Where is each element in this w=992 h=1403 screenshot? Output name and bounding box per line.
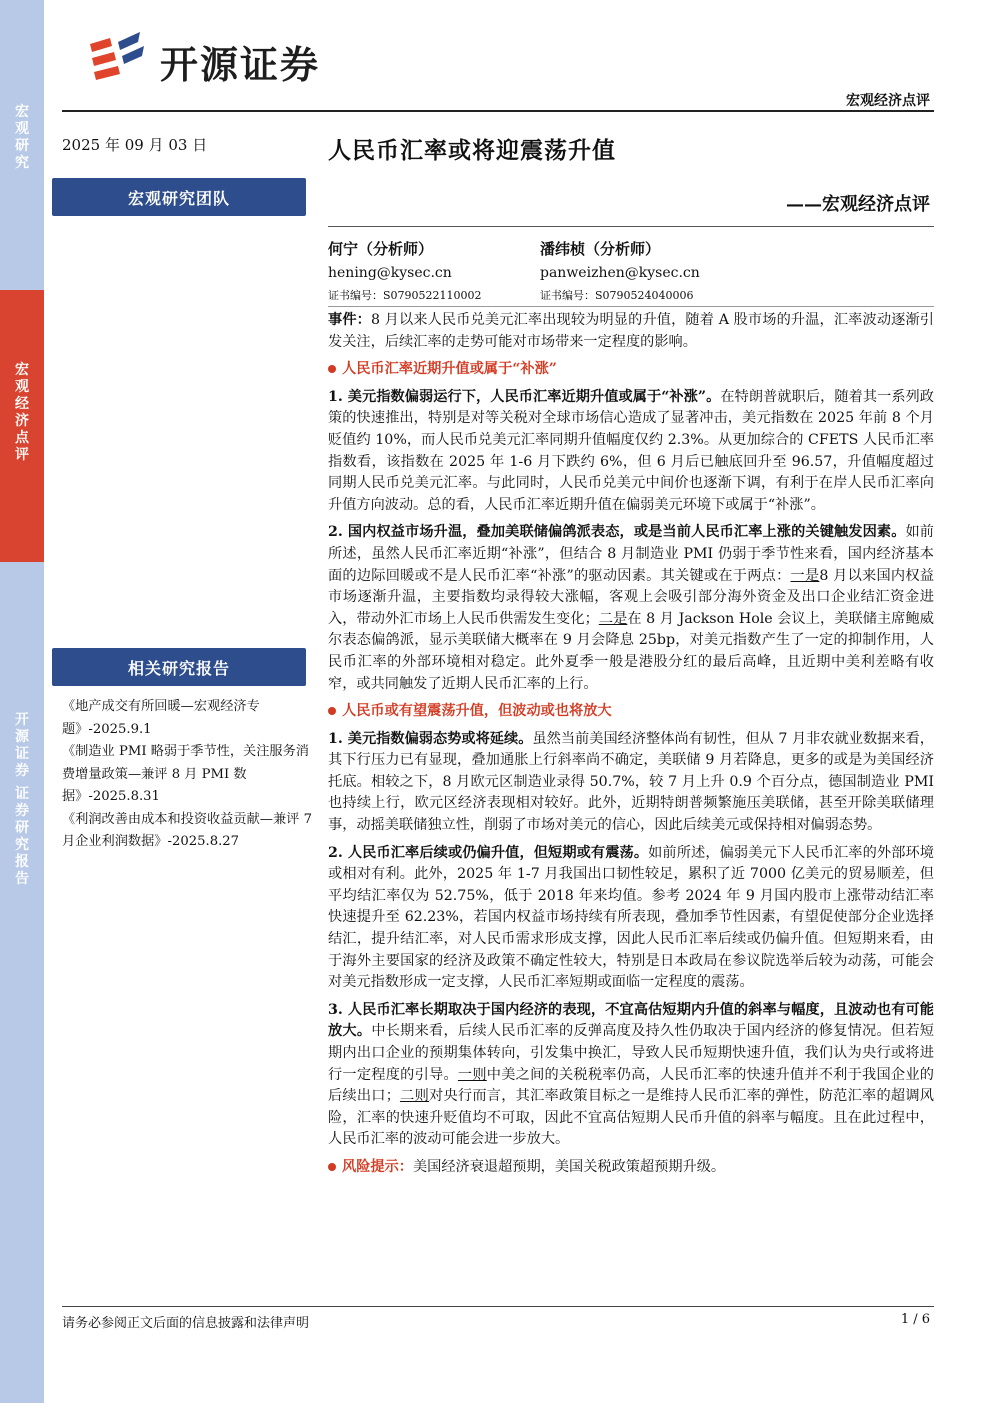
related-report-item[interactable]: 《利润改善由成本和投资收益贡献—兼评 7 月企业利润数据》-2025.8.27 bbox=[62, 811, 312, 849]
title-rule bbox=[328, 226, 934, 227]
paragraph: 3. 人民币汇率长期取决于国内经济的表现，不宜高估短期内升值的斜率与幅度，且波动也有可能放大。中长期来看，后续人民币汇率的反弹高度及持久性仍取决于国内经济的修复情况。但若短期内出口企业的预期集体转向，引发集中换汇，导致人民币短期快速升值，我们认为央行或将进行一定程度的引导。一则中美之间的关税税率仍高，人民币汇率的快速升值并不利于我国企业的后续出口；二则对央行而言，其汇率政策目标之一是维持人民币汇率的弹性，防范汇率的超调风险，汇率的快速升贬值均不可取，因此不宜高估短期人民币升值的斜率与幅度。且在此过程中，人民币汇率的波动可能会进一步放大。 bbox=[328, 1001, 934, 1148]
analyst-email[interactable]: hening@kysec.cn bbox=[328, 265, 452, 281]
footer-rule bbox=[62, 1306, 934, 1307]
report-date: 2025 年 09 月 03 日 bbox=[62, 136, 208, 154]
sidebar-label-top: 宏 观 研 究 bbox=[15, 104, 29, 171]
report-body bbox=[328, 310, 934, 1185]
paragraph: 1. 美元指数偏弱态势或将延续。虽然当前美国经济整体尚有韧性，但从 7 月非农就业数据来看，其下行压力已有显现，叠加通胀上行斜率尚不确定，美联储 9 月若降息，更多的或是为美国经济托底。相较之下，8 月欧元区制造业录得 50.7%，较 7 月上升 0.9 个百分点，德国制造业 PMI 也持续上行，欧元区经济表现相对较好。此外，近期特朗普频繁施压美联储，甚至开除美联储理事，动摇美联储独立性，削弱了市场对美元的信心，因此后续美元或保持相对偏弱态势。 bbox=[328, 730, 934, 834]
related-report-item[interactable]: 《地产成交有所回暖—宏观经济专题》-2025.9.1 bbox=[62, 699, 260, 737]
report-subtitle: ——宏观经济点评 bbox=[786, 194, 930, 215]
analyst-email[interactable]: panweizhen@kysec.cn bbox=[540, 265, 700, 281]
analyst-name: 潘纬桢（分析师） bbox=[540, 240, 661, 258]
paragraph: 2. 人民币汇率后续或仍偏升值，但短期或有震荡。如前所述，偏弱美元下人民币汇率的外部环境或相对有利。此外，2025 年 1-7 月我国出口韧性较足，累积了近 7000 亿美元的贸易顺差，但平均结汇率仅为 52.75%，低于 2018 年来均值。参考 2024 年 9 月国内股市上涨带动结汇率快速提升至 62.23%，若国内权益市场持续有所表现，叠加季节性因素，有望促使部分企业选择结汇，提升结汇率，对人民币需求形成支撑，因此人民币汇率后续或仍偏升值。但短期来看，由于海外主要国家的经济及政策不确定性较大，特别是日本政局在参议院选举后较为动荡，可能会对美元指数形成一定支撑，人民币汇率短期或面临一定程度的震荡。 bbox=[328, 844, 934, 991]
section-heading: 人民币或有望震荡升值，但波动或也将放大 bbox=[328, 701, 934, 723]
analyst-2 bbox=[540, 238, 700, 303]
header-category: 宏观经济点评 bbox=[846, 93, 930, 109]
paragraph: 2. 国内权益市场升温，叠加美联储偏鸽派表态，或是当前人民币汇率上涨的关键触发因素。如前所述，虽然人民币汇率近期“补涨”，但结合 8 月制造业 PMI 仍弱于季节性来看，国内经济基本面的边际回暖或不是人民币汇率“补涨”的驱动因素。其关键或在于两点：一是8 月以来国内权益市场逐渐升温，主要指数均录得较大涨幅，客观上会吸引部分海外资金及出口企业结汇资金进入，带动外汇市场上人民币供需发生变化；二是在 8 月 Jackson Hole 会议上，美联储主席鲍威尔表态偏鸽派，显示美联储大概率在 9 月会降息 25bp，对美元指数产生了一定的抑制作用，人民币汇率的外部环境相对稳定。此外夏季一般是港股分红的最后高峰，且近期中美利差略有收窄，或共同触发了近期人民币汇率的上行。 bbox=[328, 524, 934, 692]
sidebar-label-bottom: 开 源 证 券 证 券 研 究 报 告 bbox=[15, 712, 29, 887]
left-sidebar bbox=[0, 0, 44, 1403]
bullet-dot-icon bbox=[328, 707, 336, 715]
footer-disclaimer: 请务必参阅正文后面的信息披露和法律声明 bbox=[62, 1316, 310, 1331]
page-number: 1 / 6 bbox=[900, 1312, 930, 1327]
analyst-cert: 证书编号：S0790522110002 bbox=[328, 289, 482, 302]
bullet-dot-icon bbox=[328, 365, 336, 373]
brand-name: 开源证券 bbox=[160, 43, 321, 87]
report-title: 人民币汇率或将迎震荡升值 bbox=[328, 138, 616, 164]
related-reports-list bbox=[62, 696, 312, 854]
related-report-item[interactable]: 《制造业 PMI 略弱于季节性，关注服务消费增量政策—兼评 8 月 PMI 数据》-2025.8.31 bbox=[62, 744, 309, 804]
related-reports-box: 相关研究报告 bbox=[52, 648, 306, 686]
analyst-1 bbox=[328, 238, 482, 303]
section-heading: 人民币汇率近期升值或属于“补涨” bbox=[328, 359, 934, 381]
paragraph: 1. 美元指数偏弱运行下，人民币汇率近期升值或属于“补涨”。在特朗普就职后，随着其一系列政策的快速推出，特别是对等关税对全球市场信心造成了显著冲击，美元指数在 2025 年前 8 个月贬值约 10%，而人民币兑美元汇率同期升值幅度仅约 2.3%。从更加综合的 CFETS 人民币汇率指数看，该指数在 2025 年 1-6 月下跌约 6%，但 6 月后已触底回升至 96.57，升值幅度超过同期人民币兑美元汇率。与此同时，人民币兑美元中间价也逐渐下调，有利于在岸人民币汇率向升值方向波动。总的看，人民币汇率近期升值在偏弱美元环境下或属于“补涨”。 bbox=[328, 388, 934, 513]
event-paragraph: 事件：8 月以来人民币兑美元汇率出现较为明显的升值，随着 A 股市场的升温，汇率波动逐渐引发关注，后续汇率的走势可能对市场带来一定程度的影响。 bbox=[328, 312, 934, 350]
team-box: 宏观研究团队 bbox=[52, 178, 306, 216]
kysec-logo bbox=[88, 28, 148, 88]
risk-paragraph: 风险提示：美国经济衰退超预期，美国关税政策超预期升级。 bbox=[328, 1157, 934, 1179]
bullet-dot-icon bbox=[328, 1163, 336, 1171]
analyst-rule bbox=[328, 306, 934, 307]
analyst-name: 何宁（分析师） bbox=[328, 240, 434, 258]
analyst-cert: 证书编号：S0790524040006 bbox=[540, 289, 694, 302]
header-rule bbox=[62, 110, 934, 112]
sidebar-label-middle: 宏 观 经 济 点 评 bbox=[15, 362, 29, 463]
